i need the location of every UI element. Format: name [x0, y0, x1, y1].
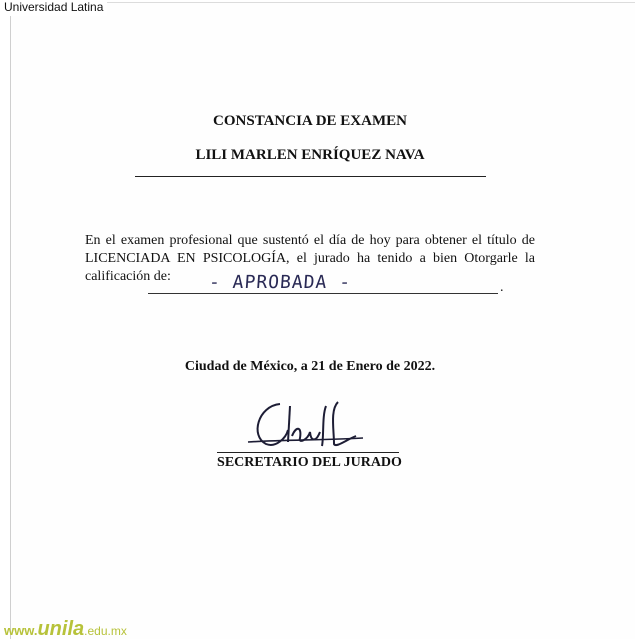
logo-prefix: www. — [4, 623, 38, 638]
candidate-name: LILI MARLEN ENRÍQUEZ NAVA — [195, 147, 425, 163]
grade-handwritten: - APROBADA - — [208, 272, 352, 293]
logo-brand: unila — [37, 618, 85, 640]
name-underline — [135, 176, 486, 177]
institution-tag: Universidad Latina — [0, 0, 107, 16]
exam-statement: En el examen profesional que sustentó el día de hoy para obtener el título de LICENCIADA EN PSICOLOGÍA, el jurado ha tenido a bien Otorgarle la calificación de: — [85, 233, 535, 284]
handwritten-signature — [238, 396, 368, 456]
unila-watermark-logo — [4, 618, 127, 641]
grade-underline — [148, 293, 498, 294]
signature-line — [217, 452, 399, 453]
document-page — [10, 2, 635, 639]
place-and-date: Ciudad de México, a 21 de Enero de 2022. — [184, 359, 436, 374]
signatory-role: SECRETARIO DEL JURADO — [217, 455, 402, 470]
document-title: CONSTANCIA DE EXAMEN — [213, 113, 407, 129]
grade-period: . — [500, 280, 504, 295]
logo-domain: .edu.mx — [84, 624, 127, 638]
